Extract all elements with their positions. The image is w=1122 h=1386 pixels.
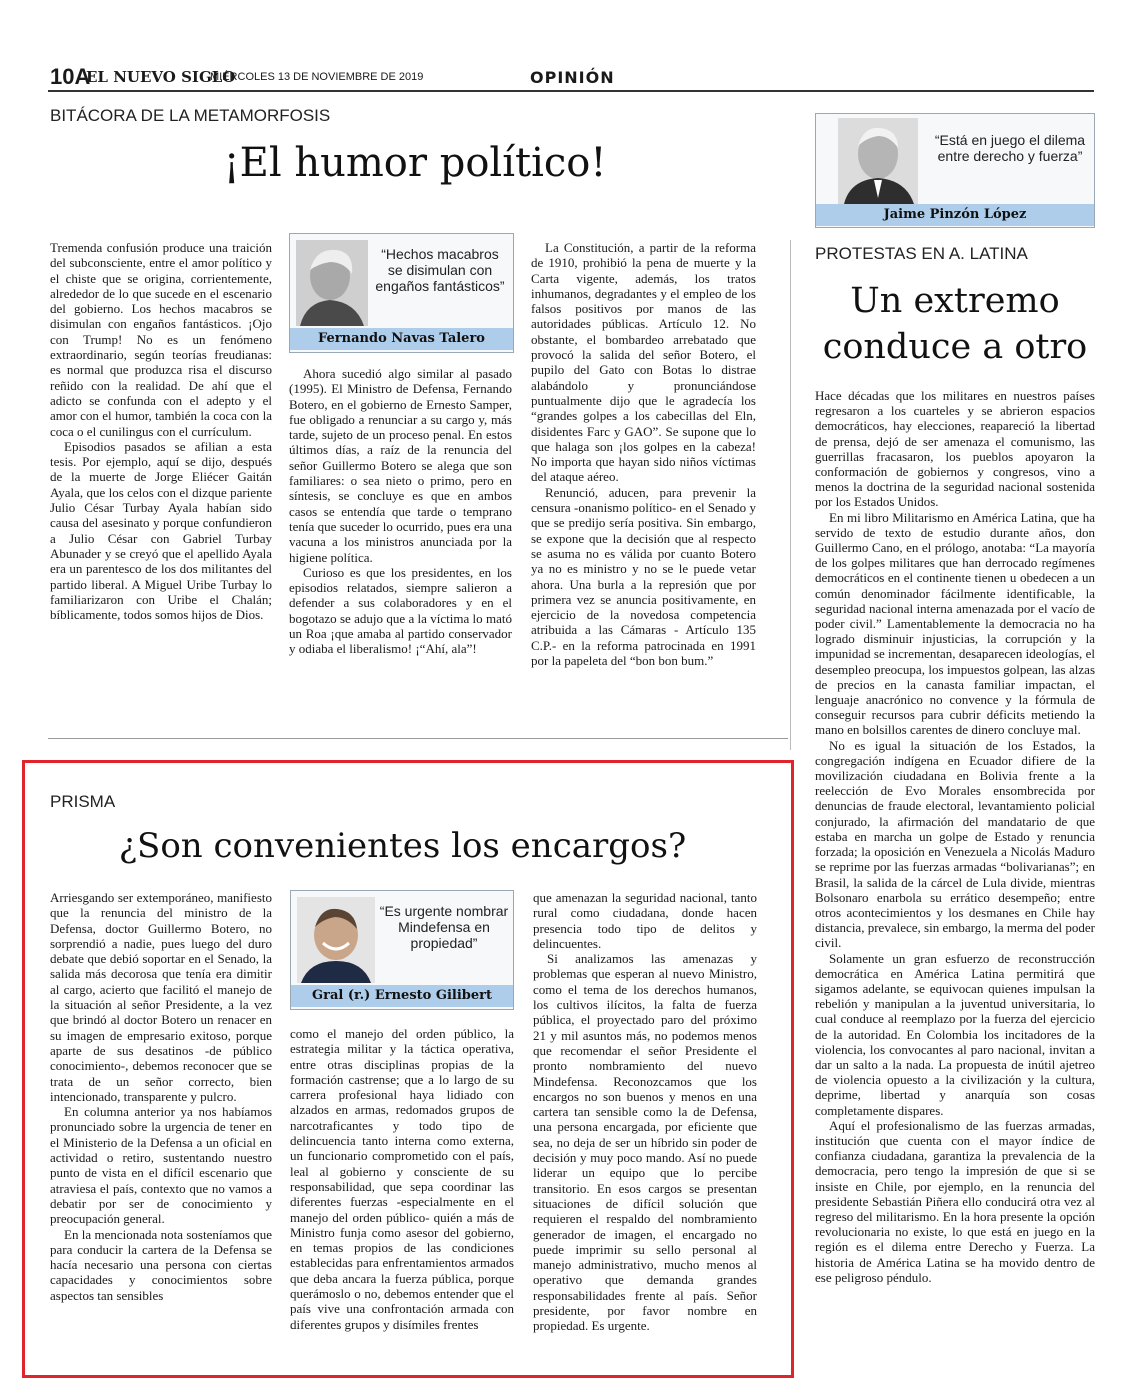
author-quote: “Hechos macabros se disimulan con engaños fantásticos”: [375, 246, 505, 294]
paragraph: Ahora sucedió algo similar al pasado (1995). El Ministro de Defensa, Fernando Botero, en el gobierno de Ernesto Samper, fue obligado a renunciar a su cargo y, más tarde, sujeto de un proceso penal. En estos últimos días, a raíz de la renuncia del señor Guillermo Botero se alega que son familiares: o sea nieto o primo, pero en síntesis, se concluye es que en ambos casos se entendía que tarde o temprano tenía que suceder lo ocurrido, pues era una vacuna a los ministros anunciada por la higiene política.: [289, 366, 512, 565]
article1-kicker: BITÁCORA DE LA METAMORFOSIS: [50, 106, 331, 125]
author-box-gilibert: [290, 890, 514, 1010]
paragraph: Si analizamos las amenazas y problemas que esperan al nuevo Ministro, como el tema de los derechos humanos, los cultivos ilícitos, la falta de fuerza pública, el proyectado paro del próximo 21 y mil asuntos más, no podemos menos que recomendar el señor Presidente el pronto nombramiento del nuevo Mindefensa. Reconozcamos que los encargos no son buenos y menos en una cartera tan sensible como la de Defensa, una persona encargada, por eficiente que sea, no deja de ser un híbrido sin poder de decisión y muy poco mando. Así no puede liderar un equipo que lo percibe transitorio. En esos cargos se presentan situaciones de difícil solución que requieren el respaldo del nombramiento generador de imagen, el encargado no puede imprimir su sello personal al manejo administrativo, mucho menos al operativo que demanda grandes responsabilidades frente al país. Señor presidente, por favor nombre en propiedad. Es urgente.: [533, 951, 757, 1334]
author-name: Gral (r.) Ernesto Gilibert: [291, 985, 513, 1007]
publication-date: MIÉRCOLES 13 DE NOVIEMBRE DE 2019: [210, 71, 424, 83]
author-quote: “Está en juego el dilema entre derecho y fuerza”: [934, 132, 1086, 164]
article2-title-line: conduce a otro: [822, 327, 1088, 367]
paragraph: Tremenda confusión produce una traición del subconsciente, entre el amor político y el chiste que se origina, corrientemente, alrededor de lo que sucede en el escenario del gobierno. Los hechos macabros se disimulan con engaños fantásticos. ¡Ojo con Trump! No es un fenómeno extraordinario, según teorías freudianas: es normal que produzca risa el discurso reñido con la realidad. De ahí que el adicto se confunda con el adepto y el amor con el humor, también la coca con la coca o el cunilingus con el currículum.: [50, 240, 272, 439]
paragraph: En la mencionada nota sosteníamos que para conducir la cartera de la Defensa se hacía necesario una persona con ciertas capacidades y conocimientos sobre aspectos tan sensibles: [50, 1226, 272, 1303]
paragraph: Aquí el profesionalismo de las fuerzas armadas, institución que cuenta con el mayor índice de confianza ciudadana, garantiza la prevalencia de la democracia, pero tengo la impresión de que si se insiste en Chile, por ejemplo, en la renuncia del presidente Sebastián Piñera ello conducirá otra vez al regreso del militarismo. En la hora presente la opción revolucionaria no existe, lo que está en juego en la región es el dilema entre Derecho y Fuerza. La historia de América Latina se ha movido dentro de ese peligroso péndulo.: [815, 1117, 1095, 1285]
newspaper-name: EL NUEVO SIGLO: [86, 68, 236, 86]
article1-column-1: [50, 240, 272, 622]
paragraph: Arriesgando ser extemporáneo, manifiesto que la renuncia del ministro de la Defensa, doctor Guillermo Botero, no sorprendió a nadie, pues luego del duro debate que debió soportar en el Senado, la salida más decorosa que tenía era dimitir al cargo, acierto que facilitó el manejo de la situación al señor Presidente, a la vez que brindó al doctor Botero un renacer en su imagen de empresario exitoso, porque aparte de sus desatinos -de público conocimiento-, debemos reconocer que se trata de un señor correcto, bien intencionado, transparente y pulcro.: [50, 890, 272, 1104]
paragraph: En columna anterior ya nos habíamos pronunciado sobre la urgencia de tener en el Ministerio de la Defensa a un oficial en actividad o retiro, sustentando nuestro punto de vista en el difícil escenario que atraviesa el país, contexto que no vamos a debatir por ser de conocimiento y preocupación general.: [50, 1104, 272, 1227]
header-rule: [48, 90, 1094, 92]
author-portrait: [297, 897, 375, 983]
paragraph: No es igual la situación de los Estados, la congregación indígena en Ecuador difiere de la movilización ciudadana en Bolivia frente a la reelección de Evo Morales ensombrecida por denuncias de fraude electoral, levantamiento policial conjurado, la afirmación del mandatario de que estaba en marcha un golpe de Estado y renuncia forzada; la oposición en Venezuela a Nicolás Maduro se reprime por las fuerzas armadas “bolivarianas”; en Brasil, la salida de la cárcel de Lula divide, mientras Bolsonaro enarbola su errático desempeño; entre otros acontecimientos y los desmanes en Chile hay distancia, prevalece, sin embargo, la merma del poder civil.: [815, 737, 1095, 951]
paragraph: Curioso es que los presidentes, en los episodios relatados, siempre salieron a defender a sus colaboradores y en el bogotazo se adujo que a la víctima lo mató un Roa ¡que amaba al partido conservador y odiaba el liberalismo! ¡“Ahí, ala”!: [289, 564, 512, 657]
paragraph: que amenazan la seguridad nacional, tanto rural como ciudadana, donde hacen presencia todo tipo de delitos y delincuentes.: [533, 890, 757, 951]
article2-title: [808, 278, 1102, 370]
author-quote: “Es urgente nombrar Mindefensa en propiedad”: [379, 903, 509, 951]
column-divider: [790, 240, 791, 750]
article1-title: ¡El humor político!: [223, 140, 607, 186]
section-divider: [48, 738, 788, 739]
paragraph: Renunció, aducen, para prevenir la censura -onanismo político- en el Senado y que se predijo sería positiva. Sin embargo, se expone que la decisión que al respecto se asuma no es válida por cuanto Botero ya no es ministro y no se le puede vetar ahora. Una burla a la represión que por primera vez se anuncia positivamente, en ejercicio de la novedosa competencia atribuida a las Cámaras - Artículo 135 C.P.- en la reforma patrocinada en 1991 por la papeleta del “bon bon bum.”: [531, 484, 756, 669]
article2-body: [815, 388, 1095, 1285]
author-portrait: [838, 118, 918, 204]
article3-kicker: PRISMA: [50, 792, 116, 811]
paragraph: como el manejo del orden público, la estrategia militar y la táctica operativa, entre otras disciplinas propias de la formación castrense; que a lo largo de su carrera profesional haya lidiado con alzados en armas, redomados grupos de narcotraficantes y todo tipo de delincuencia tanto interna como externa, un funcionario comprometido con el país, leal al gobierno y consciente de su responsabilidad, que sepa coordinar las diferentes fuerzas -especialmente en el manejo del orden público- quién a más de Ministro funja como asesor del gobierno, en temas propios de las condiciones establecidas para enfrentamientos armados que deba ancara la fuerza pública, porque querámoslo o no, debemos entender que el país vive una confrontación armada con diferentes grupos y disímiles frentes: [290, 1026, 514, 1332]
author-name: Jaime Pinzón López: [816, 204, 1094, 226]
paragraph: Episodios pasados se afilian a esta tesis. Por ejemplo, aquí se dijo, después de la muerte de Jorge Eliécer Gaitán Ayala, que los celos con el dizque pariente Julio César Turbay Ayala habían sido causa del asesinato y porque confundieron a Julio César con Gabriel Turbay Abunader y se creyó que el apellido Ayala era un parentesco de los dos militantes del partido liberal. A Miguel Uribe Turbay lo familiarizaron con Uribe el Chalán; bíblicamente, todos somos hijos de Dios.: [50, 438, 272, 623]
author-portrait: [296, 240, 368, 326]
author-name: Fernando Navas Talero: [290, 328, 513, 350]
article1-column-2: [289, 366, 512, 657]
paragraph: La Constitución, a partir de la reforma de 1910, prohibió la pena de muerte y la Carta vigente, además, los tratos inhumanos, degradantes y el empleo de los falsos positivos por manos de las autoridades públicas. Artículo 12. No obstante, el bombardeo arrebatado que provocó la salida del señor Botero, el pupilo del Gato con Botas lo distrae alabándolo y pronunciándose puntualmente dijo que le agradecía los “grandes golpes a los cabecillas del Eln, disidentes Farc y GAO”. Se supone que lo que halaga son ¡los golpes en la cabeza! No importa que hayan sido niños víctimas del ataque aéreo.: [531, 240, 756, 485]
author-box-pinzon: [815, 113, 1095, 228]
article3-column-1: [50, 890, 272, 1303]
author-box-navas: [289, 233, 514, 353]
article3-column-3: [533, 890, 757, 1334]
article3-column-2: [290, 1026, 514, 1332]
paragraph: Solamente un gran esfuerzo de reconstrucción democrática en América Latina permitirá que sigamos adelante, se equivocan quienes impulsan la rebelión y manipulan a la juventud universitaria, lo cual conduce al reemplazo por la fuerza del ejercicio de la autoridad. En Colombia los incitadores de la violencia, los convocantes al paro nacional, invitan a dar un salto a la nada. La propuesta de inútil ajetreo de violencia opuesto a la civilización y la cultura, deprime, libertad y anarquía son cosas completamente dispares.: [815, 950, 1095, 1118]
page-number: 10A: [50, 64, 91, 89]
article3-title: ¿Son convenientes los encargos?: [118, 826, 687, 866]
article2-title-line: Un extremo: [850, 281, 1060, 321]
section-name: OPINIÓN: [530, 68, 615, 87]
article2-kicker: PROTESTAS EN A. LATINA: [815, 244, 1028, 263]
article1-column-3: [531, 240, 756, 668]
paragraph: En mi libro Militarismo en América Latina, que ha servido de texto de estudio durante años, don Guillermo Cano, en el prólogo, anotaba: “La mayoría de los golpes militares que han derrocado regímenes democráticos en el continente tienen u obedecen a un común denominador fácilmente identificable, la seguridad nacional interna amenazada por el vacío de poder civil.” Lamentablemente la democracia no ha logrado disminuir injusticias, la corrupción y la impunidad se incrementan, desaparecen ideologías, el desempleo preocupa, los impuestos golpean, las alzas de precios en la canasta familiar impactan, el lenguaje anacrónico no convence y la fórmula de conseguir recursos para cubrir déficits metiendo la mano en bolsillos carentes de dinero concluye mal.: [815, 509, 1095, 738]
paragraph: Hace décadas que los militares en nuestros países regresaron a los cuarteles y se abrieron espacios democráticos, hay elecciones, reapareció la libertad de prensa, dejó de ser amenaza el comunismo, las guerrillas fracasaron, los pueblos apoyaron la conformación de gobiernos y congresos, vino a menos la doctrina de la seguridad nacional sostenida por los Estados Unidos.: [815, 388, 1095, 510]
